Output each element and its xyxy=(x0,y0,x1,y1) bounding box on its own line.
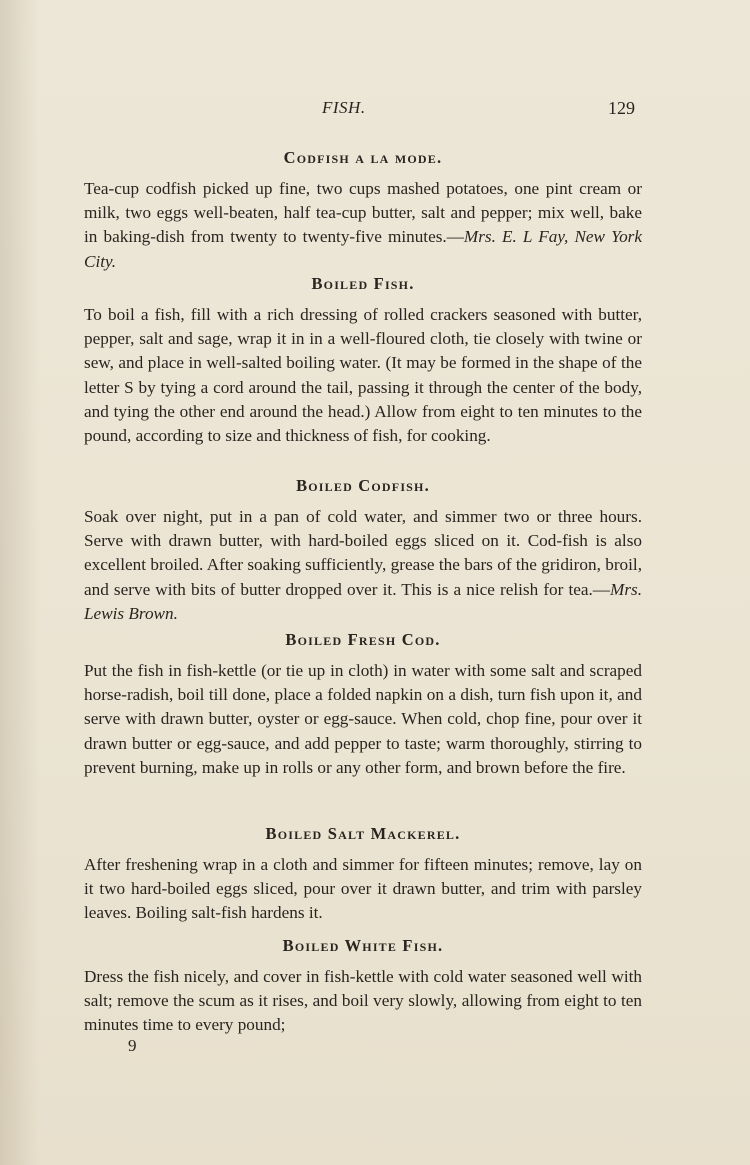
recipe-body xyxy=(84,505,642,626)
recipe-text: Tea-cup codfish picked up fine, two cups mashed potatoes, one pint cream or milk, two eggs well-beaten, half tea-cup butter, salt and pepper; mix well, bake in baking-dish from twenty to twenty-five minutes.— xyxy=(84,179,642,247)
recipe-body xyxy=(84,177,642,274)
recipe-boiled-fish xyxy=(84,270,642,448)
recipe-body xyxy=(84,303,642,448)
page-number: 129 xyxy=(608,98,635,118)
recipe-text: Dress the fish nicely, and cover in fish-kettle with cold water seasoned well with salt; remove the scum as it rises, and boil very slowly, allowing from eight to ten minutes time to every pound; xyxy=(84,967,642,1035)
signature-mark: 9 xyxy=(128,1036,137,1055)
recipe-text: Soak over night, put in a pan of cold water, and simmer two or three hours. Serve with drawn butter, with hard-boiled eggs sliced on it. Cod-fish is also excellent broiled. After soaking sufficiently, grease the bars of the gridiron, broil, and serve with bits of butter dropped over it. This is a nice relish for tea.— xyxy=(84,507,642,599)
recipe-boiled-codfish xyxy=(84,472,642,626)
recipe-boiled-salt-mackerel xyxy=(84,820,642,926)
recipe-heading: Boiled White Fish. xyxy=(282,936,444,955)
recipe-heading: Boiled Salt Mackerel. xyxy=(265,824,461,843)
recipe-heading: Boiled Fish. xyxy=(311,274,415,293)
recipe-heading: Boiled Fresh Cod. xyxy=(285,630,441,649)
recipe-body xyxy=(84,659,642,780)
recipe-body xyxy=(84,965,642,1038)
recipe-text: To boil a fish, fill with a rich dressing of rolled crackers seasoned with butter, pepper, salt and sage, wrap it in in a well-floured cloth, tie closely with twine or sew, and place in well-salted boiling water. (It may be formed in the shape of the letter S by tying a cord around the tail, passing it through the center of the body, and tying the other end around the head.) Allow from eight to ten minutes to the pound, according to size and thickness of fish, for cooking. xyxy=(84,305,642,446)
recipe-heading: Boiled Codfish. xyxy=(296,476,430,495)
recipe-boiled-white-fish xyxy=(84,932,642,1038)
recipe-text: After freshening wrap in a cloth and simmer for fifteen minutes; remove, lay on it two hard-boiled eggs sliced, pour over it drawn butter, and trim with parsley leaves. Boiling salt-fish hardens it. xyxy=(84,855,642,923)
recipe-codfish-a-la-mode xyxy=(84,144,642,274)
recipe-boiled-fresh-cod xyxy=(84,626,642,780)
running-head xyxy=(0,98,750,126)
recipe-text: Put the fish in fish-kettle (or tie up in cloth) in water with some salt and scraped horse-radish, boil till done, place a folded napkin on a dish, turn fish upon it, and serve with drawn butter, oyster or egg-sauce. When cold, chop fine, pour over it drawn butter or egg-sauce, and add pepper to taste; warm thoroughly, stirring to prevent burning, make up in rolls or any other form, and brown before the fire. xyxy=(84,661,642,777)
recipe-heading: Codfish a la mode. xyxy=(283,148,443,167)
recipe-attribution: Mrs. E. L Fay, New York City. xyxy=(84,227,642,271)
recipe-body xyxy=(84,853,642,926)
recipe-attribution: Mrs. Lewis Brown. xyxy=(84,579,642,623)
running-title: FISH. xyxy=(322,98,366,117)
